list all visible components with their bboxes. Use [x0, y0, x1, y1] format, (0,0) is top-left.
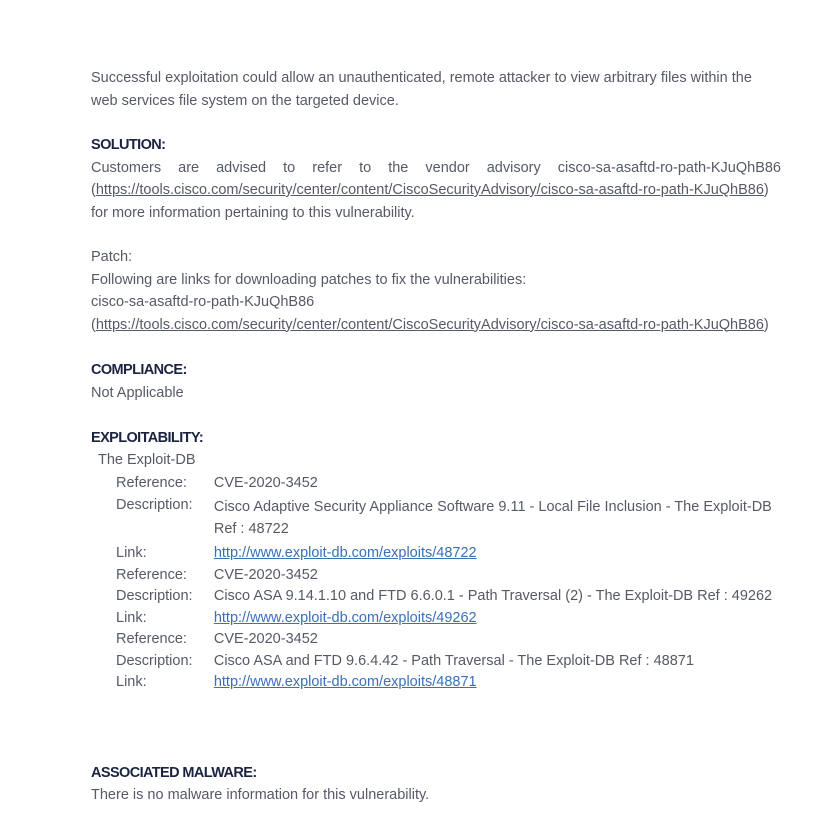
table-row: [116, 629, 781, 651]
description-label: Description:: [116, 497, 193, 513]
exploit-table: [116, 473, 781, 694]
link-label: Link:: [116, 545, 147, 561]
solution-heading: SOLUTION:: [91, 137, 166, 153]
solution-reference: [91, 179, 781, 224]
table-row: [116, 672, 781, 694]
reference-label: Reference:: [116, 474, 187, 491]
description-label: Description:: [116, 588, 193, 604]
exploit-link-cell: [214, 672, 781, 694]
patch-intro: Following are links for downloading patches to fix the vulnerabilities:: [91, 271, 527, 288]
exploit-link[interactable]: http://www.exploit-db.com/exploits/48871: [213, 674, 477, 690]
table-row: [116, 494, 781, 543]
patch-paren-open: (: [91, 316, 96, 333]
description-label: Description:: [116, 652, 193, 669]
patch-advisory-link[interactable]: https://tools.cisco.com/security/center/content/CiscoSecurityAdvisory/cisco-sa-asaftd-ro-path-KJuQhB86: [95, 316, 764, 333]
reference-label: Reference:: [116, 631, 187, 647]
exploit-db-block: [98, 450, 781, 694]
impact-text: Successful exploitation could allow an unauthenticated, remote attacker to view arbitrary files within the web services file system on the targeted device.: [91, 70, 752, 109]
exploit-link[interactable]: http://www.exploit-db.com/exploits/49262: [213, 609, 477, 626]
description-value: Cisco Adaptive Security Appliance Software 9.11 - Local File Inclusion - The Exploit-DB Ref : 48722: [213, 499, 772, 537]
malware-value: There is no malware information for this vulnerability.: [91, 787, 430, 803]
patch-advisory-id: cisco-sa-asaftd-ro-path-KJuQhB86: [91, 294, 315, 310]
table-row: [116, 651, 781, 673]
link-label: Link:: [116, 674, 147, 690]
table-row: [116, 586, 781, 608]
link-label: Link:: [116, 609, 147, 626]
exploit-source: The Exploit-DB: [98, 451, 196, 468]
patch-reference: [91, 314, 781, 337]
exploit-link-cell: [214, 608, 781, 630]
exploitability-heading: EXPLOITABILITY:: [91, 430, 204, 446]
table-row: [116, 473, 781, 495]
solution-line: Customers are advised to refer to the vendor advisory cisco-sa-asaftd-ro-path-KJuQhB86: [91, 159, 781, 176]
reference-label: Reference:: [116, 566, 187, 583]
solution-advisory-link[interactable]: https://tools.cisco.com/security/center/content/CiscoSecurityAdvisory/cisco-sa-asaftd-ro-path-KJuQhB86: [95, 182, 764, 198]
malware-heading: ASSOCIATED MALWARE:: [91, 764, 257, 781]
solution-paren-open: (: [91, 182, 96, 198]
reference-value: CVE-2020-3452: [213, 566, 318, 583]
table-row: [116, 565, 781, 587]
exploit-link-cell: [214, 543, 781, 565]
compliance-heading: COMPLIANCE:: [91, 362, 187, 378]
patch-paren-close: ): [763, 316, 769, 333]
description-value: Cisco ASA and FTD 9.6.4.42 - Path Traversal - The Exploit-DB Ref : 48871: [213, 652, 694, 669]
patch-label: Patch:: [91, 249, 133, 265]
advisory-page: [91, 67, 781, 807]
solution-tail: ) for more information pertaining to this vulnerability.: [91, 182, 769, 221]
compliance-value: Not Applicable: [91, 384, 184, 401]
description-value: Cisco ASA 9.14.1.10 and FTD 6.6.0.1 - Path Traversal (2) - The Exploit-DB Ref : 49262: [213, 588, 773, 604]
reference-value: CVE-2020-3452: [213, 631, 318, 647]
reference-value: CVE-2020-3452: [213, 474, 318, 491]
table-row: [116, 543, 781, 565]
exploit-link[interactable]: http://www.exploit-db.com/exploits/48722: [213, 545, 477, 561]
table-row: [116, 608, 781, 630]
